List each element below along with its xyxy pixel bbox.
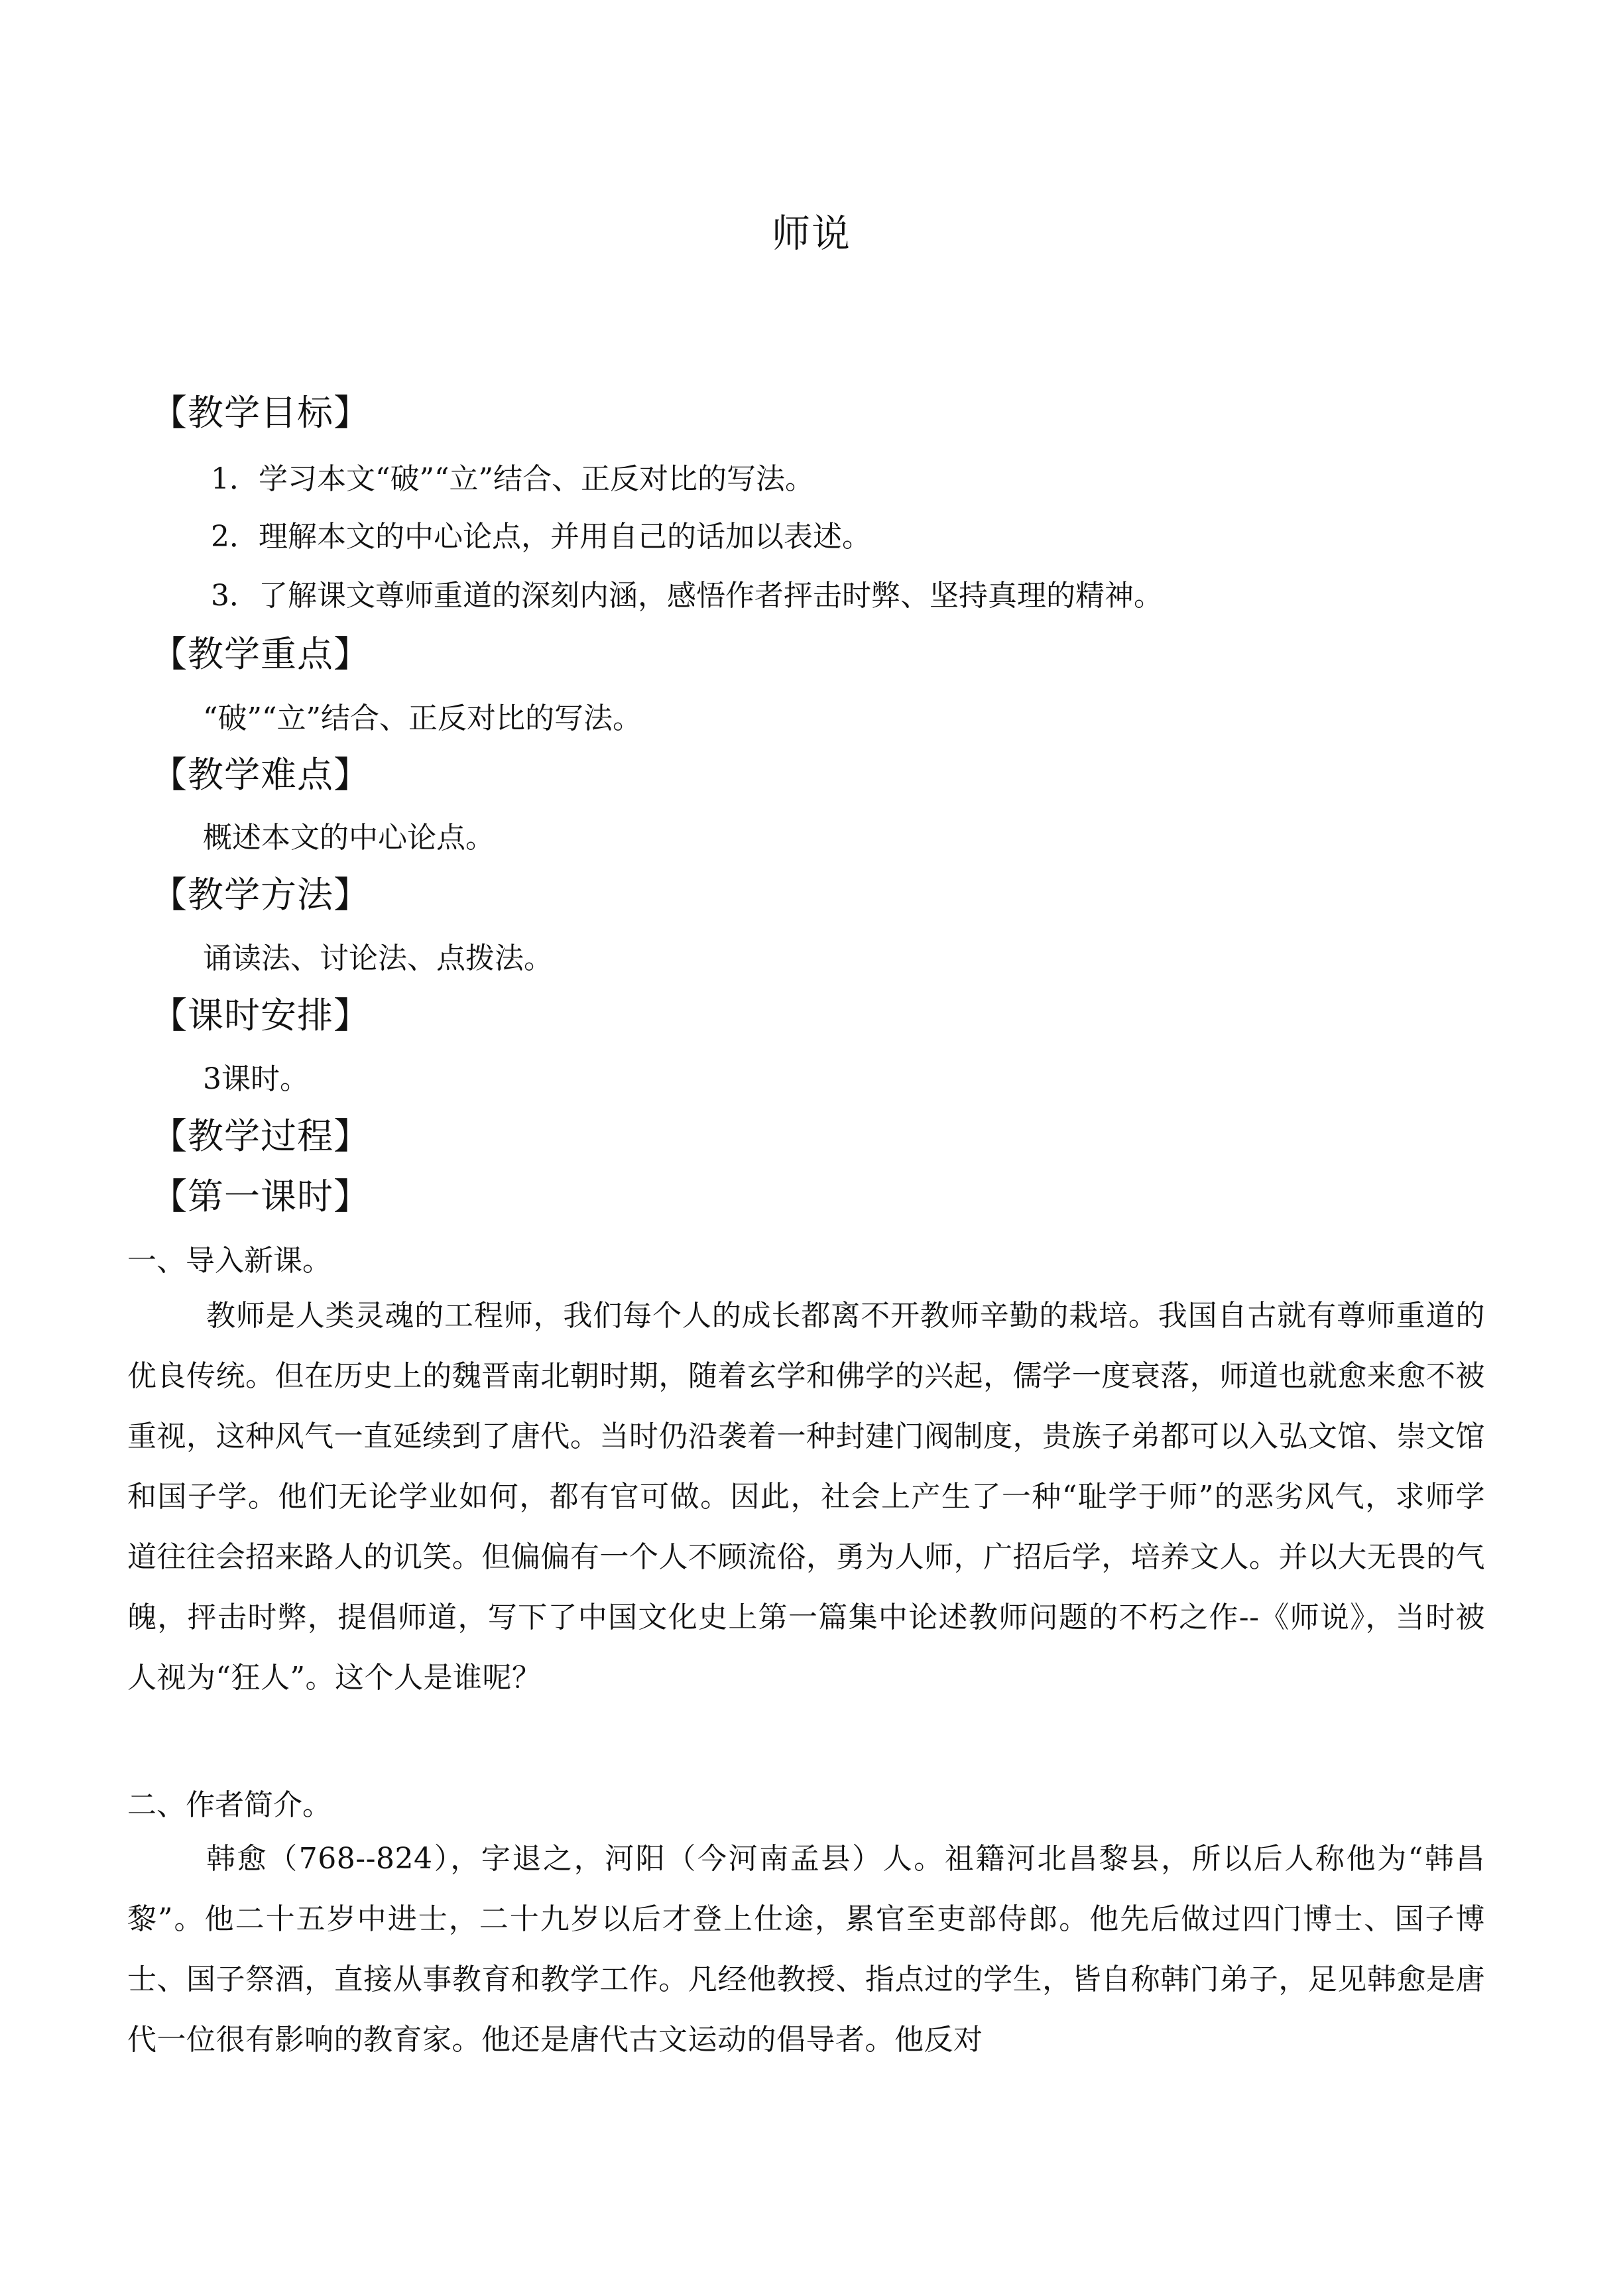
difficulties-text: 概述本文的中心论点。 [203, 821, 495, 855]
objective-item-2: 2．理解本文的中心论点，并用自己的话加以表述。 [211, 520, 871, 554]
heading-process: 【教学过程】 [151, 1115, 370, 1157]
heading-lesson-1: 【第一课时】 [151, 1176, 370, 1217]
schedule-text: 3课时。 [203, 1062, 309, 1096]
section-title-intro: 一、导入新课。 [127, 1244, 331, 1278]
heading-difficulties: 【教学难点】 [151, 754, 370, 796]
heading-objectives: 【教学目标】 [151, 392, 370, 434]
heading-methods: 【教学方法】 [151, 874, 370, 916]
heading-key-points: 【教学重点】 [151, 633, 370, 675]
objective-item-3: 3．了解课文尊师重道的深刻内涵，感悟作者抨击时弊、坚持真理的精神。 [211, 579, 1163, 613]
objective-item-1: 1．学习本文“破”“立”结合、正反对比的写法。 [211, 462, 814, 496]
heading-schedule: 【课时安排】 [151, 995, 370, 1036]
section-title-author: 二、作者简介。 [127, 1788, 331, 1822]
page-title: 师说 [771, 211, 851, 256]
key-points-text: “破”“立”结合、正反对比的写法。 [203, 701, 642, 735]
author-paragraph: 韩愈（768--824），字退之，河阳（今河南孟县）人。祖籍河北昌黎县，所以后人称他为“韩昌黎”。他二十五岁中进士，二十九岁以后才登上仕途，累官至吏部侍郎。他先后做过四门博士、国子博士、国子祭酒，直接从事教育和教学工作。凡经他教授、指点过的学生，皆自称韩门弟子，足见韩愈是唐代一位很有影响的教育家。他还是唐代古文运动的倡导者。他反对 [127, 1842, 1485, 2057]
intro-paragraph: 教师是人类灵魂的工程师，我们每个人的成长都离不开教师辛勤的栽培。我国自古就有尊师重道的优良传统。但在历史上的魏晋南北朝时期，随着玄学和佛学的兴起，儒学一度衰落，师道也就愈来愈不被重视，这种风气一直延续到了唐代。当时仍沿袭着一种封建门阀制度，贵族子弟都可以入弘文馆、崇文馆和国子学。他们无论学业如何，都有官可做。因此，社会上产生了一种“耻学于师”的恶劣风气，求师学道往往会招来路人的讥笑。但偏偏有一个人不顾流俗，勇为人师，广招后学，培养文人。并以大无畏的气魄，抨击时弊，提倡师道，写下了中国文化史上第一篇集中论述教师问题的不朽之作--《师说》，当时被人视为“狂人”。这个人是谁呢？ [127, 1299, 1485, 1695]
methods-text: 诵读法、讨论法、点拨法。 [203, 941, 553, 975]
